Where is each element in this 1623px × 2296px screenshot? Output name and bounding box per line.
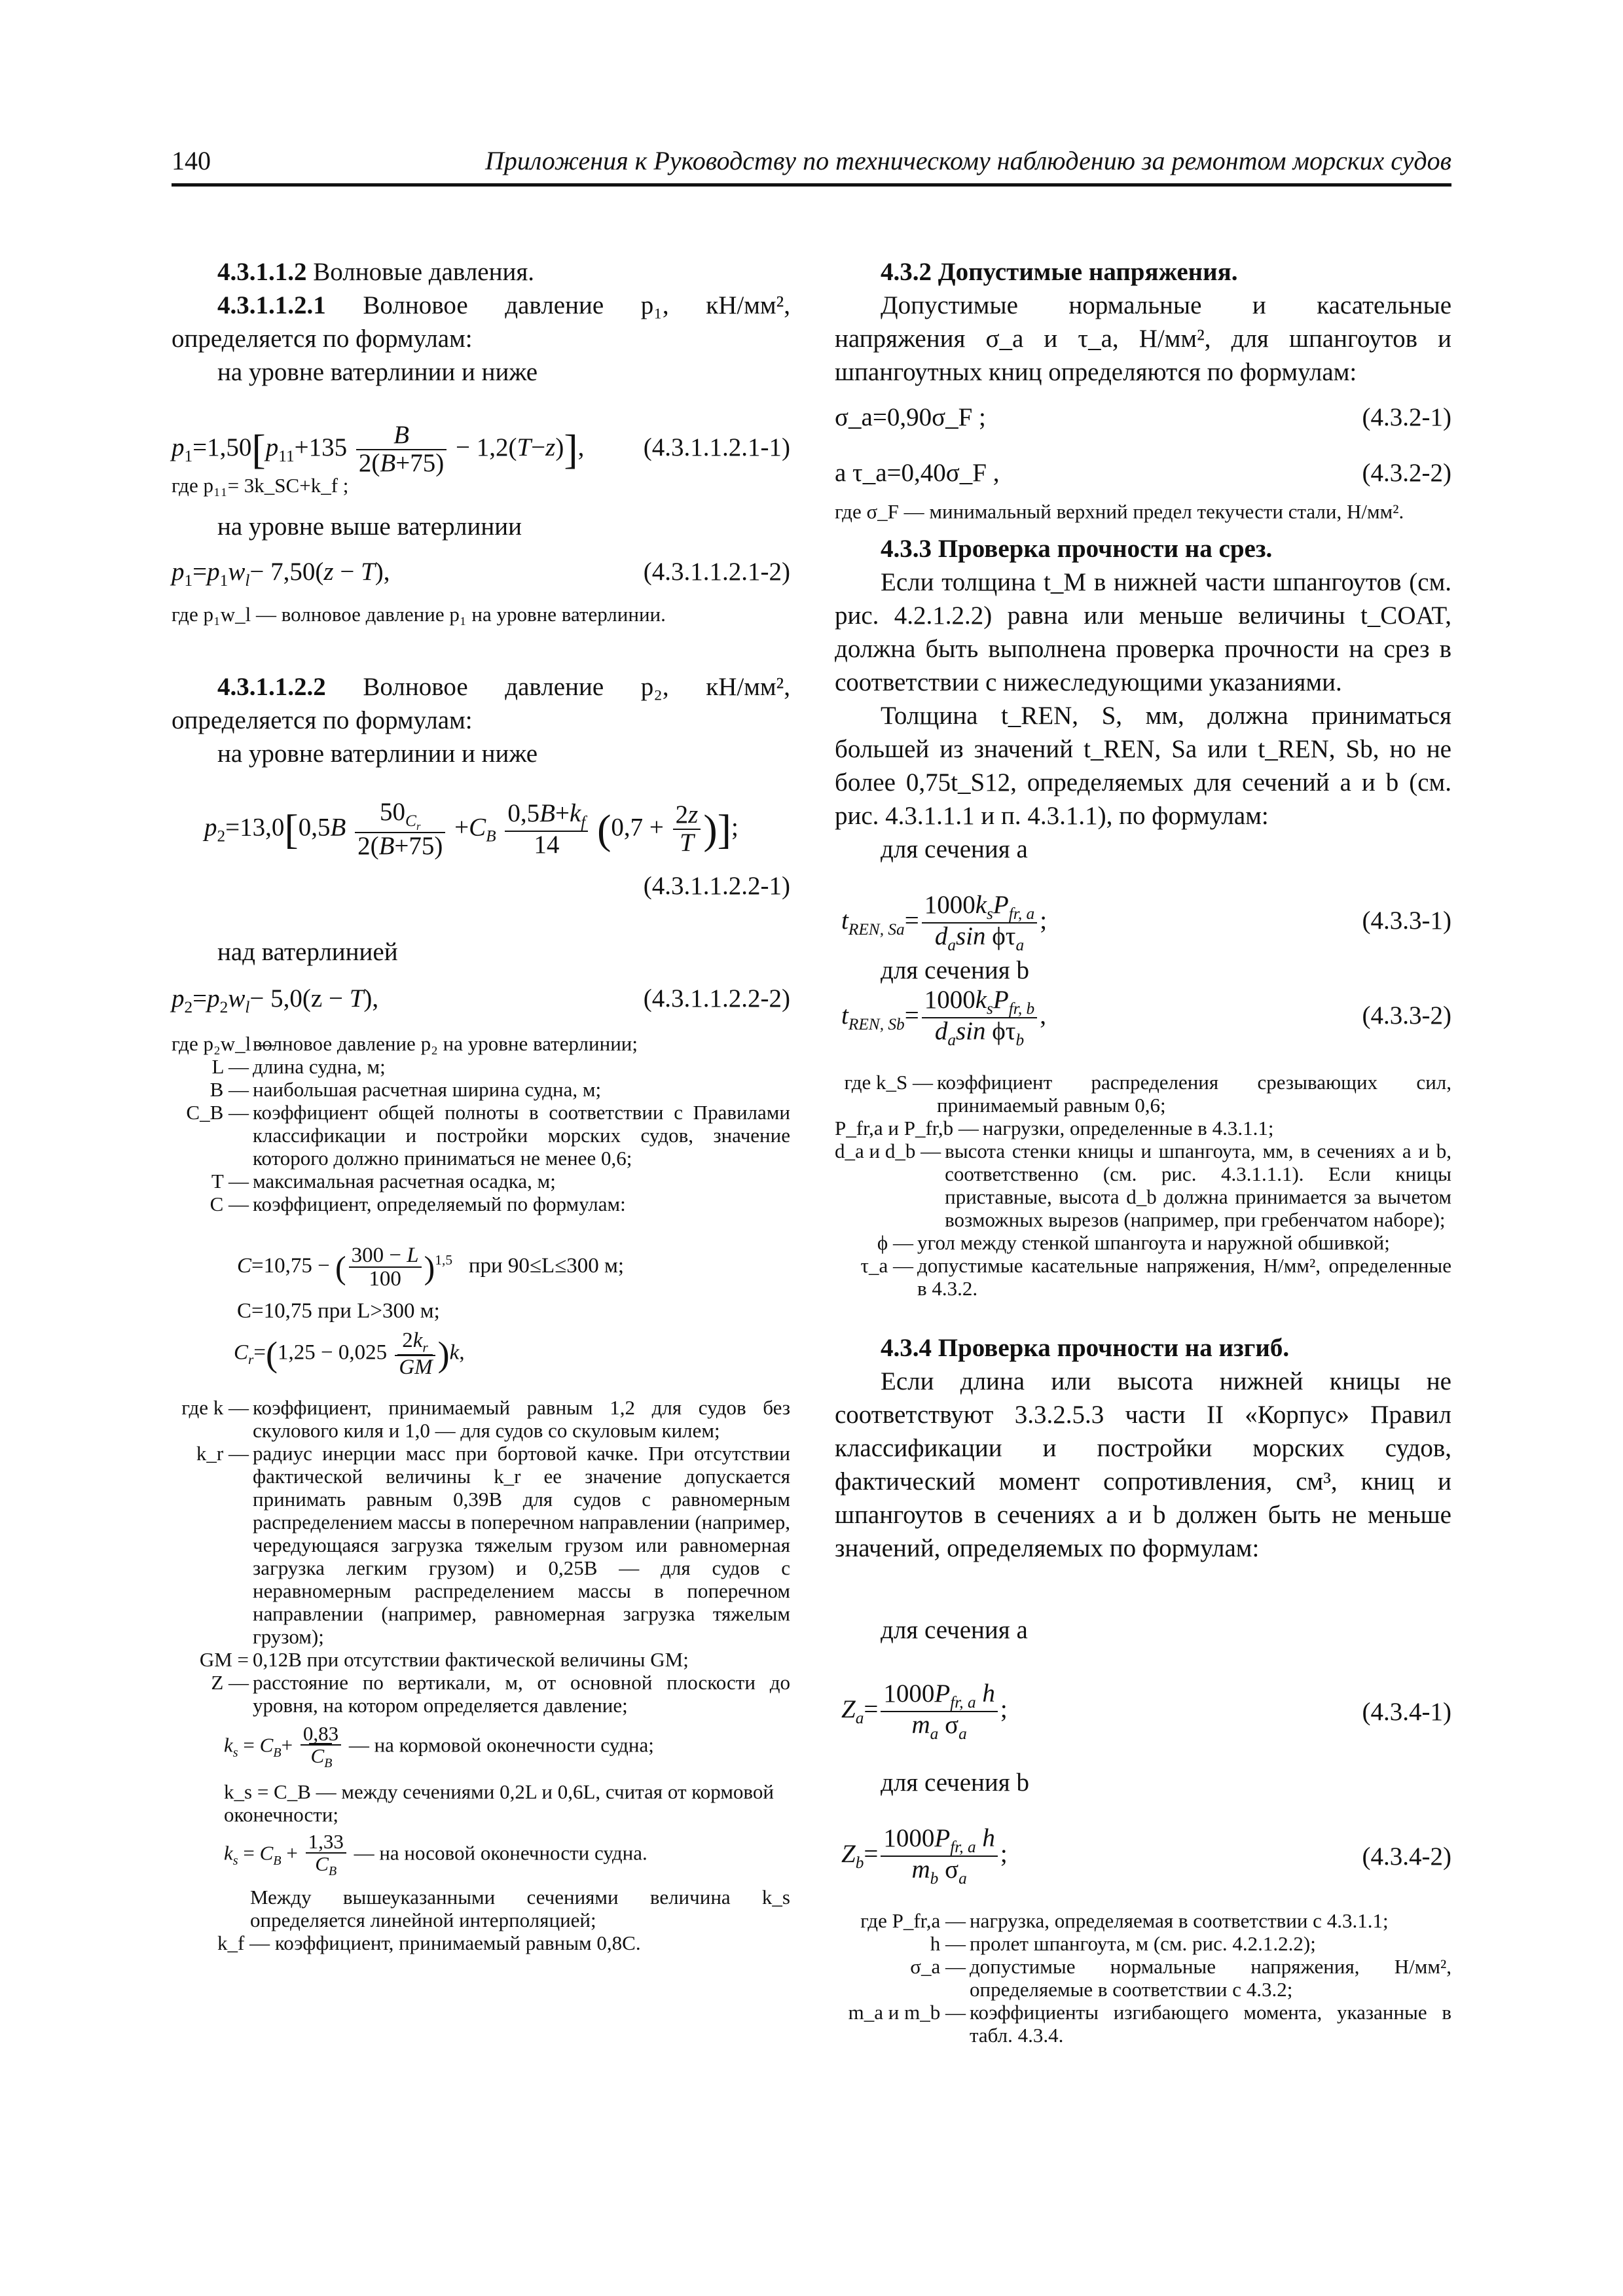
definition-row: L — длина судна, м; (211, 1054, 386, 1078)
page-number: 140 (172, 146, 211, 175)
condition-above-waterline-2: над ватерлинией (217, 937, 398, 966)
formula-4-3-3-1: $t_{REN, Sa}=$ $\frac{1000k_sP_{fr, a}}{d_a\sin \phi\tau_a}$ ; (4.3.3-1) (841, 891, 1451, 955)
definitions-list-2 (172, 1396, 790, 1717)
definition-row: k_r — радиус инерции масс при бортовой качке. При отсутствии фактической величины k_r ее значение допускается принимать равным 0,39B для судов с равномерным распределением массы в поперечном направлении (например, чередующаяся загрузка тяжелым грузом или равномерная загрузка легким грузом) и 0,25B — для судов с неравномерным распределением массы в поперечном направлении (например, равномерная загрузка тяжелым грузом); (196, 1441, 790, 1648)
equation-number: (4.3.2-1) (1362, 403, 1451, 431)
equation-number-row (172, 869, 790, 903)
equation-number: (4.3.1.1.2.2-2) (643, 984, 790, 1013)
definition-row: T — максимальная расчетная осадка, м; (211, 1169, 556, 1193)
sigmaF-definition: где σ_F — минимальный верхний предел текучести стали, Н/мм². (835, 500, 1404, 523)
definition-row: Z — расстояние по вертикали, м, от основной плоскости до уровня, на котором определяется давление; (211, 1670, 790, 1717)
interpolation-note: Между вышеуказанными сечениями величина k_s определяется линейной интерполяцией; (250, 1885, 790, 1931)
section-4-3-1-1-2-2: 4.3.1.1.2.2 Волновое давление p₂, кН/мм², определяется по формулам: (172, 672, 790, 734)
formula-4-3-3-2: $t_{REN, Sb}=$ $\frac{1000k_sP_{fr, b}}{d_a\sin \phi\tau_b}$ , (4.3.3-2) (841, 986, 1451, 1050)
formula-ks-2: k_s = C_B — между сечениями 0,2L и 0,6L, считая от кормовой оконечности; (224, 1780, 774, 1826)
kf-definition: k_f — коэффициент, принимаемый равным 0,8C. (217, 1931, 641, 1954)
equation-number: (4.3.4-1) (1362, 1698, 1451, 1726)
definition-row: B — наибольшая расчетная ширина судна, м; (210, 1077, 602, 1101)
section-4-3-4-heading: 4.3.4 Проверка прочности на изгиб. (881, 1334, 1290, 1362)
definition-row: где p₂w_l — волновое давление p₂ на уровне ватерлинии; (172, 1031, 638, 1055)
condition-below-waterline: на уровне ватерлинии и ниже (217, 358, 538, 386)
formula-ks-3: $k_s = C_B$ + $\frac{1,33}{C_B}$ — на носовой оконечности судна. (224, 1829, 647, 1879)
formula-4-3-1-1-2-1-2: $p_1=p_1w_l- 7,50(z - T)$, (4.3.1.1.2.1-2) (172, 555, 790, 598)
left-column (172, 255, 790, 1954)
definition-row: C_B — коэффициент общей полноты в соответствии с Правилами классификации и постройки морских судов, значение которого должно приниматься не менее 0,6; (186, 1100, 790, 1170)
section-a-label: для сечения a (881, 835, 1028, 863)
formula-4-3-1-1-2-1-1: $p_1=1,50[p_{11}+135$ $\frac{B}{2(B+75)}$ − 1,2(T−z)], (4.3.1.1.2.1-1) (172, 421, 790, 478)
formula-4-3-2-2: а τ_a=0,40σ_F , (4.3.2-2) (835, 456, 1451, 490)
definition-row: ϕ — угол между стенкой шпангоута и наружной обшивкой; (877, 1231, 1390, 1254)
formula-cr: $C_r=(1,25 - 0,025$ $\frac{2k_r}{GM}$ )k, (234, 1328, 465, 1380)
definition-row: GM = 0,12B при отсутствии фактической величины GM; (199, 1647, 689, 1671)
condition-above-waterline: на уровне выше ватерлинии (217, 512, 522, 541)
section-b-label: для сечения b (881, 956, 1029, 984)
equation-number: (4.3.3-2) (1362, 1001, 1451, 1030)
definition-row: C — коэффициент, определяемый по формулам: (210, 1192, 626, 1215)
section-4-3-2-text: Допустимые нормальные и касательные напряжения σ_a и τ_a, Н/мм², для шпангоутов и шпангоутных книц определяются по формулам: (835, 291, 1451, 386)
definitions-list-1 (172, 1032, 790, 1215)
definition-row: P_fr,a и P_fr,b — нагрузки, определенные в 4.3.1.1; (835, 1117, 1274, 1139)
section-4-3-1-1-2: 4.3.1.1.2 Волновые давления. (217, 258, 535, 286)
formula-4-3-2-1: σ_a=0,90σ_F ; (4.3.2-1) (835, 401, 1451, 434)
running-title: Приложения к Руководству по техническому наблюдению за ремонтом морских судов (484, 146, 1451, 175)
definition-row: где k_S — коэффициент распределения срезывающих сил, принимаемый равным 0,6; (844, 1071, 1451, 1117)
definition-row: d_a и d_b — высота стенки кницы и шпангоута, мм, в сечениях a и b, соответственно (см. рис. 4.3.1.1.1). Если кницы приставные, высота d_b должна принимается за вычетом возможных вырезов (например, при гребенчатом наборе); (835, 1139, 1451, 1231)
section-a-label-2: для сечения a (881, 1616, 1028, 1644)
section-4-3-1-1-2-1: 4.3.1.1.2.1 Волновое давление p₁, кН/мм², определяется по формулам: (172, 291, 790, 353)
definition-row: h — пролет шпангоута, м (см. рис. 4.2.1.2.2); (930, 1932, 1316, 1955)
formula-4-3-4-2: $Z_b=$ $\frac{1000P_{fr, a} h}{m_b \sigma_a}$ ; (4.3.4-2) (841, 1824, 1451, 1888)
section-4-3-3-paragraph-1: Если толщина t_M в нижней части шпангоутов (см. рис. 4.2.1.2.2) равна или меньше величины t_COAT, должна быть выполнена проверка прочности на срез в соответствии с нижеследующими указаниями. (835, 568, 1451, 696)
equation-number: (4.3.3-1) (1362, 906, 1451, 935)
condition-below-waterline-2: на уровне ватерлинии и ниже (217, 739, 538, 768)
where-p1wl: где p₁w_l — волновое давление p₁ на уровне ватерлинии. (172, 602, 666, 626)
formula-4-3-4-1: $Z_a=$ $\frac{1000P_{fr, a} h}{m_a \sigma_a}$ ; (4.3.4-1) (841, 1679, 1451, 1744)
section-b-label-2: для сечения b (881, 1768, 1029, 1797)
formula-c-1: C=10,75 − ( $\frac{300 - L}{100}$ )$^{1,5}$ при 90≤L≤300 м; (237, 1243, 625, 1291)
definition-row: m_a и m_b — коэффициенты изгибающего момента, указанные в табл. 4.3.4. (848, 2001, 1451, 2047)
section-4-3-4-paragraph: Если длина или высота нижней кницы не соответствуют 3.3.2.5.3 части II «Корпус» Правил классификации и постройки морских судов, фактический момент сопротивления, см³, книц и шпангоутов в сечениях a и b должен быть не меньше значений, определяемых по формулам: (835, 1367, 1451, 1562)
where-p11: где p₁₁= 3k_SC+k_f ; (172, 474, 349, 497)
definition-row: где k — коэффициент, принимаемый равным 1,2 для судов без скулового киля и 1,0 — для судов со скуловым килем; (181, 1395, 790, 1442)
definitions-list-4 (835, 1909, 1451, 2047)
definition-row: где P_fr,a — нагрузка, определяемая в соответствии с 4.3.1.1; (860, 1909, 1389, 1932)
right-column (835, 255, 1451, 2047)
formula-4-3-1-1-2-2-1: $p_2=13,0[0,5B$ $\frac{50_{C_r}}{2(B+75)}$ $+C_B$ $\frac{0,5B+k_f}{14}$ (0,7 + $\frac{2z}{T}$ )]; (204, 797, 739, 860)
definition-row: σ_a — допустимые нормальные напряжения, Н/мм², определяемые в соответствии с 4.3.2; (910, 1955, 1451, 2001)
section-4-3-2-heading: 4.3.2 Допустимые напряжения. (881, 258, 1238, 286)
definition-row: τ_a — допустимые касательные напряжения, Н/мм², определенные в 4.3.2. (860, 1254, 1451, 1300)
equation-number: (4.3.4-2) (1362, 1842, 1451, 1871)
section-4-3-3-paragraph-2: Толщина t_REN, S, мм, должна приниматься большей из значений t_REN, Sa или t_REN, Sb, но не более 0,75t_S12, определяемых для сечений a и b (см. рис. 4.3.1.1.1 и п. 4.3.1.1), по формулам: (835, 702, 1451, 830)
formula-4-3-1-1-2-2-2: $p_2=p_2w_l- 5,0(z - T)$, (4.3.1.1.2.2-2) (172, 982, 790, 1024)
equation-number: (4.3.1.1.2.1-2) (643, 558, 790, 586)
formula-c-2: C=10,75 при L>300 м; (237, 1299, 440, 1323)
equation-number: (4.3.1.1.2.1-1) (643, 433, 790, 461)
equation-number: (4.3.1.1.2.2-1) (643, 871, 790, 900)
equation-number: (4.3.2-2) (1362, 459, 1451, 487)
page-header (172, 145, 1451, 187)
formula-ks-1: $k_s = C_B+$ $\frac{0,83}{C_B}$ — на кормовой оконечности судна; (224, 1721, 654, 1771)
definitions-list-3 (835, 1071, 1451, 1300)
section-4-3-3-heading: 4.3.3 Проверка прочности на срез. (881, 535, 1273, 563)
